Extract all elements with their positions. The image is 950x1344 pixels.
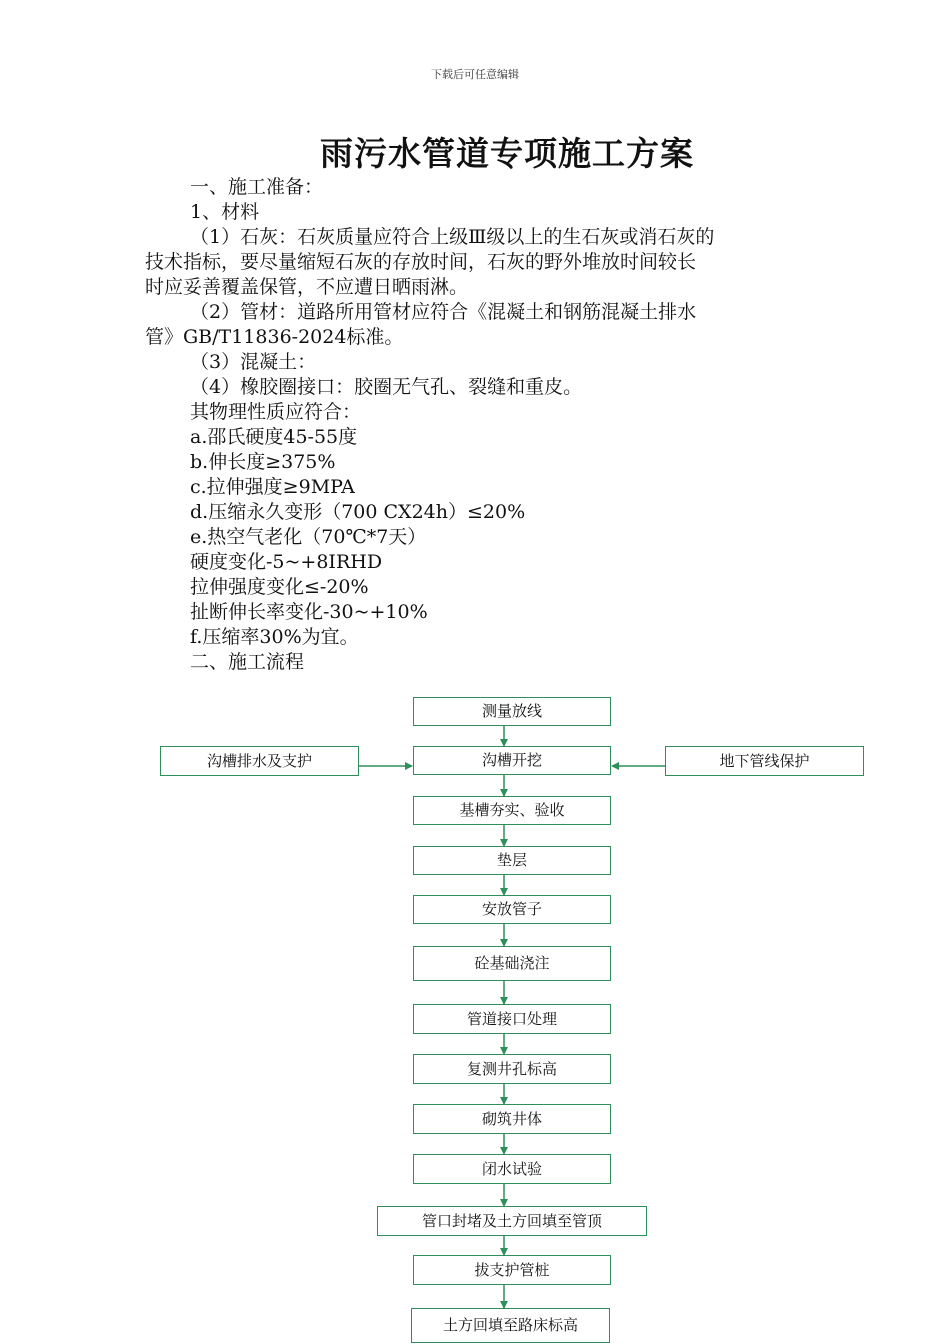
section-heading: 二、施工流程	[190, 651, 305, 673]
text-line: 拉伸强度变化≤-20%	[190, 576, 369, 598]
flow-step-joint: 管道接口处理	[413, 1004, 611, 1034]
flow-step-final-backfill: 土方回填至路床标高	[411, 1308, 610, 1343]
text-line: 管》GB/T11836-2024标准。	[145, 326, 404, 348]
flow-step-survey: 测量放线	[413, 697, 611, 726]
flow-step-pull-piles: 拔支护管桩	[413, 1255, 611, 1285]
flow-step-compaction: 基槽夯实、验收	[413, 796, 611, 825]
text-line: 其物理性质应符合：	[190, 401, 362, 423]
text-line: 扯断伸长率变化-30~+10%	[190, 601, 428, 623]
flow-step-water-test: 闭水试验	[413, 1154, 611, 1184]
flow-step-concrete-base: 砼基础浇注	[413, 946, 611, 981]
text-line: d.压缩永久变形（700 CX24h）≤20%	[190, 501, 526, 523]
text-line: 一、施工准备：	[190, 176, 324, 198]
document-title: 雨污水管道专项施工方案	[320, 134, 694, 173]
text-line: c.拉伸强度≥9MPA	[190, 476, 355, 498]
text-line: （4）橡胶圈接口：胶圈无气孔、裂缝和重皮。	[190, 376, 583, 398]
text-line: 技术指标，要尽量缩短石灰的存放时间，石灰的野外堆放时间较长	[145, 251, 697, 273]
text-line: 1、材料	[190, 201, 260, 223]
text-line: 时应妥善覆盖保管，不应遭日晒雨淋。	[145, 276, 469, 298]
text-line: （3）混凝土：	[190, 351, 317, 373]
text-line: f.压缩率30%为宜。	[190, 626, 359, 648]
text-line: 硬度变化-5~+8IRHD	[190, 551, 383, 573]
flow-step-remeasure: 复测井孔标高	[413, 1054, 611, 1084]
text-line: （2）管材：道路所用管材应符合《混凝土和钢筋混凝土排水	[190, 301, 697, 323]
text-line: （1）石灰：石灰质量应符合上级Ⅲ级以上的生石灰或消石灰的	[190, 226, 715, 248]
flow-step-seal-backfill: 管口封堵及土方回填至管顶	[377, 1206, 647, 1236]
flow-step-masonry: 砌筑井体	[413, 1104, 611, 1134]
text-line: e.热空气老化（70℃*7天）	[190, 526, 427, 548]
flow-step-cushion: 垫层	[413, 846, 611, 875]
text-line: b.伸长度≥375%	[190, 451, 336, 473]
flow-step-trench-excavation: 沟槽开挖	[413, 746, 611, 775]
flow-side-utility-protection: 地下管线保护	[665, 746, 864, 776]
flow-side-drainage-support: 沟槽排水及支护	[160, 746, 359, 776]
flow-step-pipe-laying: 安放管子	[413, 895, 611, 924]
page-header: 下载后可任意编辑	[431, 68, 519, 81]
text-line: a.邵氏硬度45-55度	[190, 426, 358, 448]
